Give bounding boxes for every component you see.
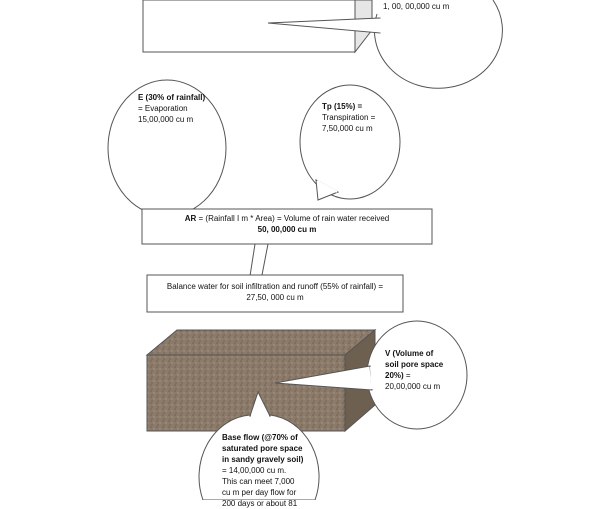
transpiration-desc: Transpiration = <box>322 113 376 122</box>
balance-line-1: Balance water for soil infiltration and runoff (55% of rainfall) = <box>166 282 384 291</box>
base-flow-line-1: = 14,00,000 cu m. <box>222 466 287 475</box>
transpiration-heading: Tp (15%) = <box>322 102 363 111</box>
top-callout-value: 1, 00, 00,000 cu m <box>383 2 450 11</box>
rainfall-formula <box>142 213 432 224</box>
rainfall-pointer <box>250 244 268 276</box>
pore-space-eq: = <box>403 371 411 380</box>
rainfall-formula-rest: = (Rainfall I m * Area) = Volume of rain water received <box>196 214 390 223</box>
base-flow-heading-2: saturated pore space <box>222 444 303 453</box>
base-flow-heading-1: Base flow (@70% of <box>222 433 298 442</box>
transpiration-value: 7,50,000 cu m <box>322 124 373 133</box>
rainfall-value: 50, 00,000 cu m <box>257 225 317 234</box>
base-flow-heading-3: in sandy gravely soil) <box>222 455 304 464</box>
pore-space-heading-1: V (Volume of <box>385 349 434 358</box>
base-flow-line-3: cu m per day flow for <box>222 488 297 497</box>
evaporation-value: 15,00,000 cu m <box>138 115 194 124</box>
evaporation-heading: E (30% of rainfall) <box>138 93 206 102</box>
base-flow-line-2: This can meet 7,000 <box>222 477 295 486</box>
evaporation-desc: = Evaporation <box>138 104 188 113</box>
rainfall-formula-label: AR <box>184 214 197 223</box>
pore-space-heading-3-text: 20%) <box>385 371 404 380</box>
pore-space-heading-2: soil pore space <box>385 360 444 369</box>
balance-line-2: 27,50, 000 cu m <box>246 293 304 302</box>
pore-space-value: 20,00,000 cu m <box>385 382 441 391</box>
base-flow-line-4: 200 days or about 81 <box>222 499 298 508</box>
pore-space-heading-3 <box>385 370 470 381</box>
